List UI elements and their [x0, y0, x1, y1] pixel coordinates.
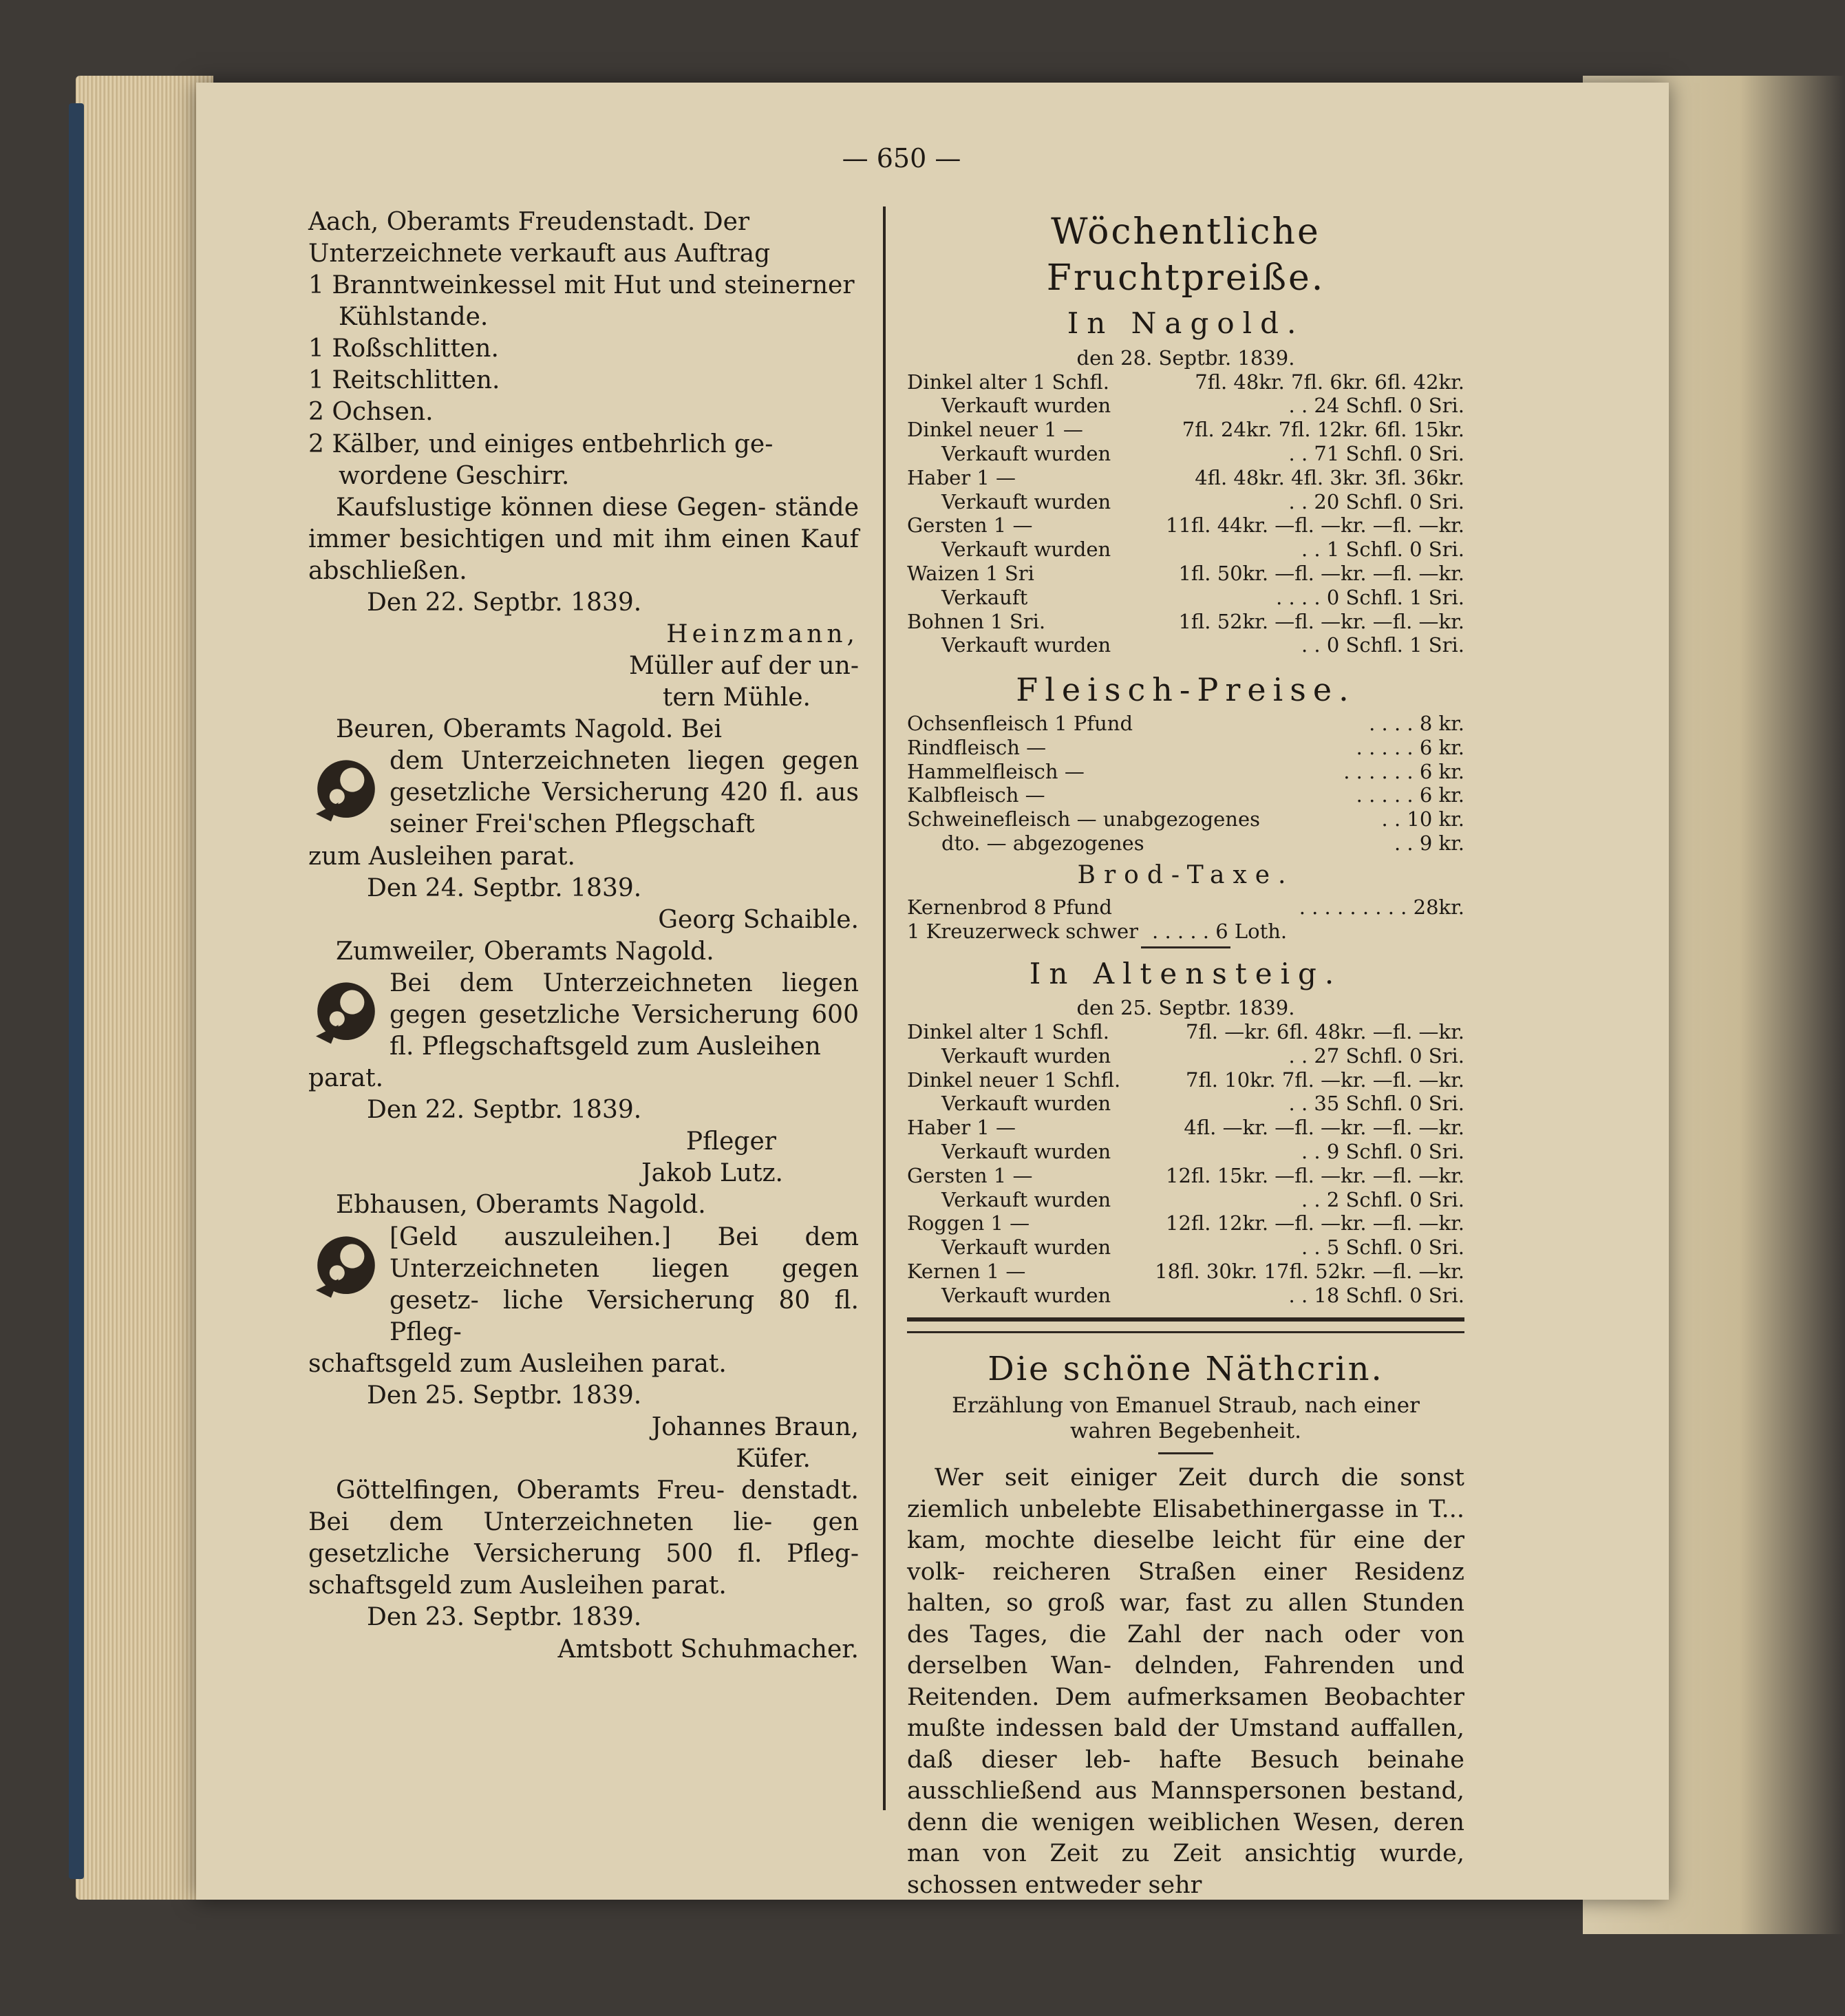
- ad-body: [Geld auszuleihen.] Bei dem Unterzeichneten liegen gegen gesetz- liche Versicherung 80 fl. Pfleg-: [390, 1222, 859, 1346]
- row-label: Verkauft wurden: [941, 1283, 1111, 1307]
- right-column: [907, 206, 1464, 1901]
- row-value: 7fl. —kr. 6fl. 48kr. —fl. —kr.: [1186, 1020, 1464, 1044]
- signature: Pfleger: [685, 1127, 776, 1156]
- page-edges: [76, 76, 213, 1900]
- signature: Küfer.: [736, 1445, 811, 1474]
- row-label: Haber 1 —: [907, 1116, 1016, 1140]
- row-value: 11fl. 44kr. —fl. —kr. —fl. —kr.: [1166, 513, 1464, 538]
- row-label: Dinkel alter 1 Schfl.: [907, 1020, 1109, 1044]
- table-row: [907, 1140, 1464, 1164]
- ad-heading: Beuren, Oberamts Nagold. Bei: [336, 715, 722, 744]
- row-value: 12fl. 12kr. —fl. —kr. —fl. —kr.: [1166, 1211, 1464, 1235]
- story-title: Die schöne Näthcrin.: [988, 1349, 1384, 1388]
- story-text: Wer seit einiger Zeit durch die sonst ziemlich unbelebte Elisabethinergasse in T... kam, mochte dieselbe leicht für eine der volk- reicheren Straßen einer Residenz halten, so groß war, fast zu allen Stunden des Tages, die Zahl der nach oder von derselben Wan- delnden, Fahrenden und Reitenden. Dem aufmerksamen Beobachter mußte indessen bald der Umstand auffallen, daß dieser leb- hafte Besuch beinahe ausschließend aus Mannspersonen bestand, denn die wenigen weiblichen Wesen, deren man von Zeit zu Zeit ansichtig wurde, schossen entweder sehr: [907, 1464, 1464, 1899]
- ad-closing: Kaufslustige können diese Gegen- stände immer besichtigen und mit ihm einen Kauf abschließen.: [308, 493, 859, 585]
- table-row: [907, 633, 1464, 657]
- divider: [1141, 946, 1230, 948]
- place-date: den 25. Septbr. 1839.: [1076, 996, 1295, 1020]
- ad-date: Den 24. Septbr. 1839.: [367, 873, 642, 902]
- ad-body: dem Unterzeichneten liegen gegen gesetzliche Versicherung 420 fl. aus seiner Frei'schen Pflegschaft: [390, 747, 859, 839]
- ad-zumweiler: [308, 936, 859, 1190]
- row-label: Schweinefleisch — unabgezogenes: [907, 807, 1261, 831]
- list-item: 2 Kälber, und einiges entbehrlich ge- wordene Geschirr.: [308, 429, 774, 490]
- story-subtitle: Erzählung von Emanuel Straub, nach einer wahren Begebenheit.: [952, 1393, 1420, 1444]
- row-label: Verkauft wurden: [941, 394, 1111, 418]
- ad-date: Den 23. Septbr. 1839.: [367, 1603, 642, 1632]
- row-value: . . 27 Schfl. 0 Sri.: [1288, 1043, 1464, 1068]
- bread-price-table: [907, 895, 1464, 944]
- row-value: . . . . . 6 kr.: [1356, 735, 1464, 759]
- row-value: . . 9 Schfl. 0 Sri.: [1301, 1140, 1464, 1164]
- table-row: [907, 1188, 1464, 1212]
- row-value: . . 0 Schfl. 1 Sri.: [1301, 633, 1464, 657]
- row-label: 1 Kreuzerweck schwer: [907, 919, 1139, 943]
- signature: Heinzmann,: [666, 620, 859, 649]
- book-spine: [69, 103, 84, 1879]
- row-value: . . 10 kr.: [1381, 807, 1464, 831]
- row-label: Rindfleisch —: [907, 735, 1047, 759]
- table-row: [907, 562, 1464, 586]
- row-label: Kalbfleisch —: [907, 783, 1045, 807]
- row-value: . . 5 Schfl. 0 Sri.: [1301, 1235, 1464, 1260]
- table-row: [907, 736, 1464, 760]
- table-row: [907, 1116, 1464, 1140]
- signature: Müller auf der un-: [629, 652, 859, 681]
- row-value: . . 20 Schfl. 0 Sri.: [1288, 489, 1464, 513]
- row-label: Dinkel alter 1 Schfl.: [907, 370, 1109, 394]
- row-label: Ochsenfleisch 1 Pfund: [907, 712, 1133, 736]
- table-row: [907, 610, 1464, 634]
- ad-date: Den 22. Septbr. 1839.: [367, 1096, 642, 1125]
- seal-icon: [308, 1226, 384, 1302]
- table-row: [907, 807, 1464, 831]
- seal-icon: [308, 750, 384, 825]
- row-label: Gersten 1 —: [907, 1163, 1033, 1187]
- table-row: [907, 783, 1464, 807]
- row-label: Verkauft wurden: [941, 538, 1111, 562]
- row-label: Verkauft wurden: [941, 442, 1111, 466]
- row-label: Haber 1 —: [907, 465, 1016, 489]
- table-row: [907, 1235, 1464, 1260]
- row-label: Verkauft: [941, 585, 1028, 609]
- signature: Amtsbott Schuhmacher.: [557, 1635, 859, 1664]
- ad-tail: parat.: [308, 1064, 384, 1093]
- table-row: [907, 712, 1464, 736]
- table-row: [907, 1092, 1464, 1116]
- row-value: 4fl. 48kr. 4fl. 3kr. 3fl. 36kr.: [1195, 465, 1464, 489]
- row-label: Waizen 1 Sri: [907, 562, 1034, 586]
- section-title: Fleisch-Preise.: [1016, 671, 1356, 709]
- row-label: Verkauft wurden: [941, 1092, 1111, 1116]
- row-label: Verkauft wurden: [941, 1235, 1111, 1260]
- ad-body: Bei dem Unterzeichneten liegen gegen gesetzliche Versicherung 600 fl. Pflegschaftsgeld zum Ausleihen: [390, 968, 859, 1061]
- table-row: [907, 1164, 1464, 1188]
- table-row: [907, 1284, 1464, 1308]
- signature: Georg Schaible.: [658, 905, 859, 934]
- ad-tail: zum Ausleihen parat.: [308, 842, 575, 871]
- row-value: . . 9 kr.: [1394, 831, 1464, 856]
- row-label: Roggen 1 —: [907, 1211, 1030, 1235]
- left-column: [308, 206, 859, 1666]
- row-label: Verkauft wurden: [941, 1187, 1111, 1211]
- row-value: . . . . 8 kr.: [1369, 712, 1464, 736]
- list-item: 1 Roßschlitten.: [308, 335, 499, 363]
- row-label: Verkauft wurden: [941, 1043, 1111, 1068]
- row-value: . . . . 0 Schfl. 1 Sri.: [1276, 585, 1464, 609]
- ad-date: Den 22. Septbr. 1839.: [367, 588, 642, 617]
- section-title: Brod-Taxe.: [1077, 860, 1294, 889]
- row-value: 7fl. 10kr. 7fl. —kr. —fl. —kr.: [1186, 1068, 1464, 1092]
- ad-beuren: [308, 714, 859, 936]
- ad-heading: Ebhausen, Oberamts Nagold.: [336, 1191, 706, 1220]
- row-value: . . 71 Schfl. 0 Sri.: [1288, 442, 1464, 466]
- table-row: [907, 1020, 1464, 1044]
- ad-ebhausen: [308, 1189, 859, 1475]
- row-label: dto. — abgezogenes: [941, 831, 1144, 856]
- row-value: . . . . . 6 Loth.: [1152, 919, 1288, 943]
- double-rule: [907, 1317, 1464, 1333]
- ad-goettelfingen: [308, 1475, 859, 1665]
- ad-aach: [308, 206, 859, 714]
- row-label: Verkauft wurden: [941, 1140, 1111, 1164]
- table-row: [907, 513, 1464, 538]
- place-heading: In Altensteig.: [1029, 956, 1343, 990]
- row-label: Bohnen 1 Sri.: [907, 609, 1046, 633]
- signature: Johannes Braun,: [651, 1412, 859, 1441]
- price-table-nagold: [907, 370, 1464, 658]
- ad-date: Den 25. Septbr. 1839.: [367, 1381, 642, 1410]
- price-table-altensteig: [907, 1020, 1464, 1308]
- row-label: Verkauft wurden: [941, 489, 1111, 513]
- table-row: [907, 538, 1464, 562]
- row-value: . . 24 Schfl. 0 Sri.: [1288, 394, 1464, 418]
- table-row: [907, 1260, 1464, 1284]
- place-heading: In Nagold.: [1067, 306, 1305, 341]
- list-item: 2 Ochsen.: [308, 398, 434, 427]
- row-value: . . . . . . . . . 28kr.: [1299, 895, 1464, 919]
- column-divider: [883, 206, 886, 1810]
- place-date: den 28. Septbr. 1839.: [1076, 346, 1295, 370]
- table-row: [907, 1211, 1464, 1235]
- signature: Jakob Lutz.: [641, 1159, 783, 1188]
- row-value: . . 2 Schfl. 0 Sri.: [1301, 1187, 1464, 1211]
- section-title: Wöchentliche Fruchtpreiße.: [1046, 211, 1325, 299]
- seal-icon: [308, 972, 384, 1048]
- divider: [1158, 1452, 1213, 1454]
- table-row: [907, 394, 1464, 418]
- table-row: [907, 586, 1464, 610]
- row-label: Dinkel neuer 1 —: [907, 418, 1083, 442]
- row-value: . . 1 Schfl. 0 Sri.: [1301, 538, 1464, 562]
- ad-heading: Zumweiler, Oberamts Nagold.: [336, 937, 714, 966]
- table-row: [907, 1044, 1464, 1068]
- row-value: . . . . . . 6 kr.: [1343, 759, 1464, 783]
- ad-line: Unterzeichnete verkauft aus Auftrag: [308, 240, 771, 268]
- row-label: Hammelfleisch —: [907, 759, 1085, 783]
- row-value: 1fl. 52kr. —fl. —kr. —fl. —kr.: [1178, 609, 1464, 633]
- table-row: [907, 895, 1464, 920]
- list-item: 1 Reitschlitten.: [308, 366, 500, 395]
- row-value: 4fl. —kr. —fl. —kr. —fl. —kr.: [1184, 1116, 1464, 1140]
- table-row: [907, 920, 1464, 944]
- row-value: 12fl. 15kr. —fl. —kr. —fl. —kr.: [1166, 1163, 1464, 1187]
- row-label: Dinkel neuer 1 Schfl.: [907, 1068, 1121, 1092]
- row-label: Gersten 1 —: [907, 513, 1033, 538]
- ad-line: Aach, Oberamts Freudenstadt. Der: [308, 208, 750, 236]
- page-number: — 650 —: [842, 143, 961, 173]
- row-value: 18fl. 30kr. 17fl. 52kr. —fl. —kr.: [1155, 1260, 1464, 1284]
- table-row: [907, 370, 1464, 394]
- row-value: . . . . . 6 kr.: [1356, 783, 1464, 807]
- row-value: 7fl. 48kr. 7fl. 6kr. 6fl. 42kr.: [1195, 370, 1464, 394]
- row-value: 7fl. 24kr. 7fl. 12kr. 6fl. 15kr.: [1182, 418, 1464, 442]
- list-item: 1 Branntweinkessel mit Hut und steinerner Kühlstande.: [308, 271, 855, 332]
- signature: tern Mühle.: [662, 683, 811, 712]
- table-row: [907, 1068, 1464, 1092]
- table-row: [907, 442, 1464, 466]
- row-value: . . 18 Schfl. 0 Sri.: [1288, 1283, 1464, 1307]
- table-row: [907, 466, 1464, 490]
- table-row: [907, 490, 1464, 514]
- table-row: [907, 831, 1464, 856]
- row-value: . . 35 Schfl. 0 Sri.: [1288, 1092, 1464, 1116]
- ad-tail: schaftsgeld zum Ausleihen parat.: [308, 1349, 727, 1378]
- ad-body: Göttelfingen, Oberamts Freu- denstadt. Bei dem Unterzeichneten lie- gen gesetzliche Versicherung 500 fl. Pfleg- schaftsgeld zum Ausleihen parat.: [308, 1476, 859, 1600]
- table-row: [907, 760, 1464, 784]
- meat-price-table: [907, 712, 1464, 856]
- row-label: Verkauft wurden: [941, 633, 1111, 657]
- table-row: [907, 418, 1464, 442]
- row-label: Kernenbrod 8 Pfund: [907, 895, 1112, 919]
- row-value: 1fl. 50kr. —fl. —kr. —fl. —kr.: [1178, 562, 1464, 586]
- row-label: Kernen 1 —: [907, 1260, 1026, 1284]
